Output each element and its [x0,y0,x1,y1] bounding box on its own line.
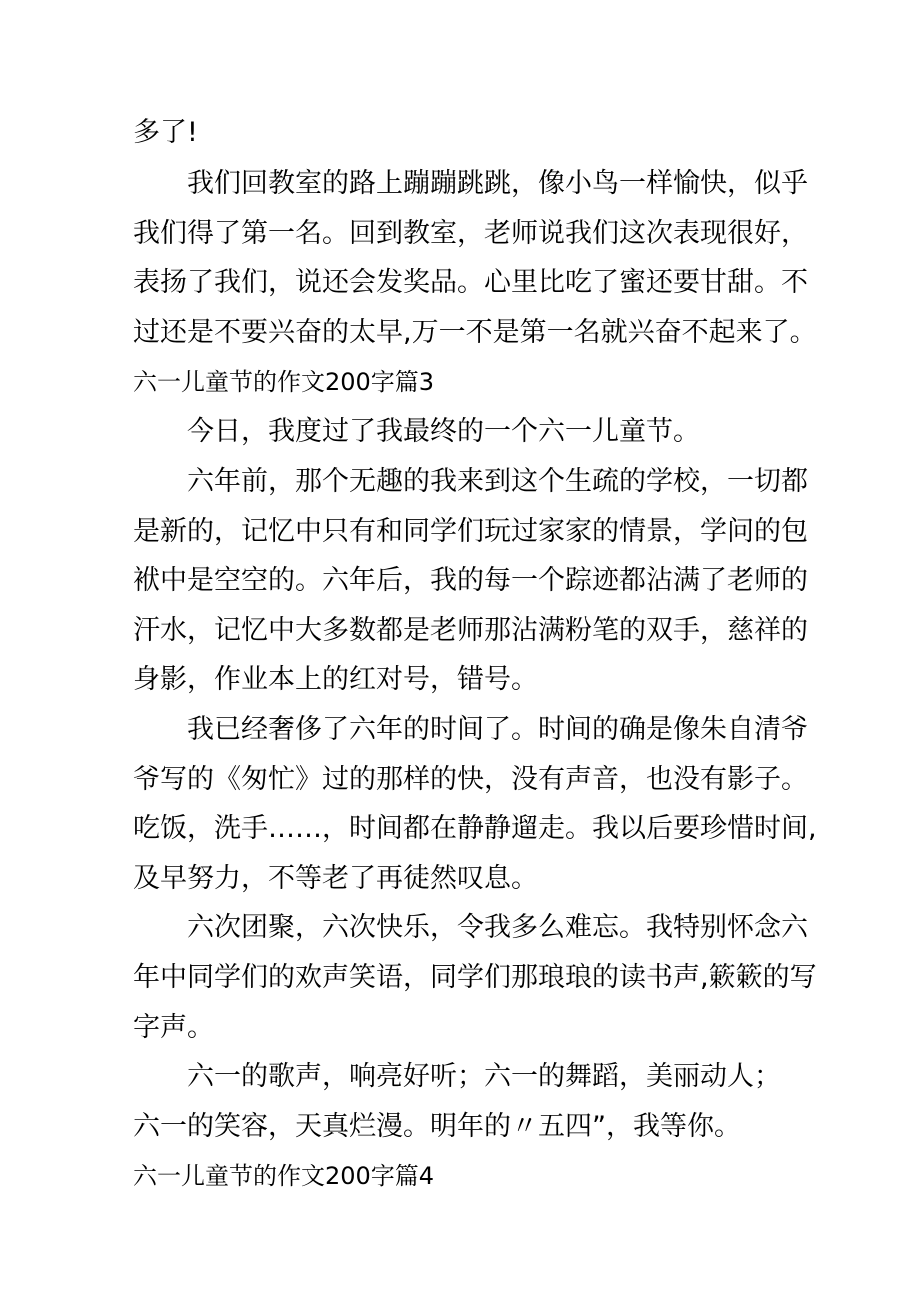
section-heading-3: 六一儿童节的作文200字篇3 [133,368,435,396]
text-line-15: 吃饭，洗手……，时间都在静静遛走。我以后要珍惜时间, [133,813,817,844]
text-line-10: 袱中是空空的。六年后，我的每一个踪迹都沾满了老师的 [133,565,808,596]
text-line-18: 年中同学们的欢声笑语，同学们那琅琅的读书声,簌簌的写 [133,962,817,993]
text-line-8: 六年前，那个无趣的我来到这个生疏的学校，一切都 [187,466,808,497]
text-line-16: 及早努力，不等老了再徒然叹息。 [133,863,538,894]
text-line-14: 爷写的《匆忙》过的那样的快，没有声音，也没有影子。 [133,764,808,795]
text-line-12: 身影，作业本上的红对号，错号。 [133,664,538,695]
section-heading-4: 六一儿童节的作文200字篇4 [133,1162,435,1190]
text-line-20: 六一的歌声，响亮好听；六一的舞蹈，美丽动人； [187,1061,781,1092]
text-line-19: 字声。 [133,1012,214,1043]
text-line-17: 六次团聚，六次快乐，令我多么难忘。我特别怀念六 [187,912,808,943]
text-line-21: 六一的笑容，天真烂漫。明年的〃五四”，我等你。 [133,1111,741,1142]
text-line-4: 表扬了我们，说还会发奖品。心里比吃了蜜还要甘甜。不 [133,267,808,298]
text-line-3: 我们得了第一名。回到教室，老师说我们这次表现很好， [133,218,808,249]
text-line-5: 过还是不要兴奋的太早,万一不是第一名就兴奋不起来了。 [133,317,817,348]
text-line-2: 我们回教室的路上蹦蹦跳跳，像小鸟一样愉快，似乎 [187,168,808,199]
text-line-9: 是新的，记忆中只有和同学们玩过家家的情景，学问的包 [133,516,808,547]
text-line-7: 今日，我度过了我最终的一个六一儿童节。 [187,416,700,447]
text-line-13: 我已经奢侈了六年的时间了。时间的确是像朱自清爷 [187,714,808,745]
text-line-1: 多了! [133,117,198,148]
text-line-11: 汗水，记忆中大多数都是老师那沾满粉笔的双手，慈祥的 [133,615,808,646]
